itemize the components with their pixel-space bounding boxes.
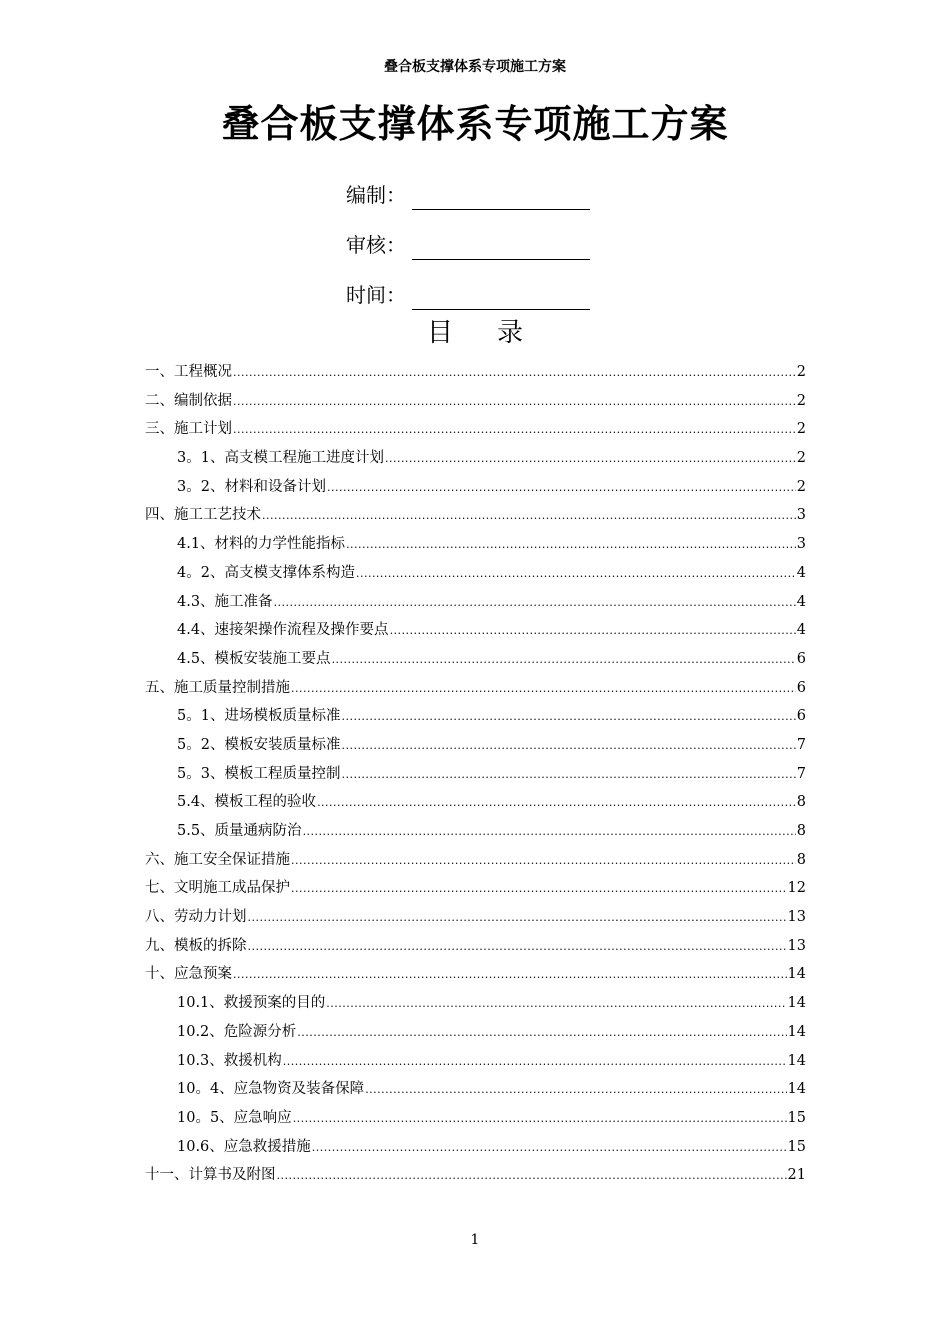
- signature-blank-line: [412, 308, 590, 310]
- toc-entry[interactable]: [145, 387, 806, 416]
- toc-entry-page: 7: [796, 736, 806, 753]
- toc-entry[interactable]: [145, 588, 806, 617]
- toc-dot-leader: [274, 589, 796, 618]
- toc-dot-leader: [277, 1162, 787, 1191]
- toc-entry-text: 4.5、模板安装施工要点: [177, 650, 331, 667]
- toc-entry-text: 六、施工安全保证措施: [145, 851, 290, 868]
- toc-heading: [0, 312, 950, 349]
- toc-dot-leader: [233, 359, 796, 388]
- toc-entry[interactable]: [145, 645, 806, 674]
- toc-entry[interactable]: [145, 674, 806, 703]
- toc-entry-page: 15: [787, 1138, 806, 1155]
- toc-entry[interactable]: [145, 817, 806, 846]
- toc-entry-page: 8: [796, 823, 806, 839]
- table-of-contents: [145, 358, 806, 1190]
- toc-entry-text: 二、编制依据: [145, 392, 232, 409]
- toc-entry-page: 3: [796, 507, 806, 524]
- toc-entry[interactable]: [145, 932, 806, 961]
- toc-entry[interactable]: [145, 1018, 806, 1047]
- toc-entry-text: 4.1、材料的力学性能指标: [177, 536, 346, 553]
- signature-label: 时间：: [346, 283, 406, 307]
- toc-entry-text: 5。3、模板工程质量控制: [177, 765, 341, 782]
- toc-entry-page: 8: [796, 794, 806, 811]
- toc-entry-page: 8: [796, 851, 806, 868]
- toc-entry-text: 四、施工工艺技术: [145, 507, 261, 524]
- toc-entry-text: 4.4、速接架操作流程及操作要点: [177, 622, 389, 639]
- toc-entry[interactable]: [145, 530, 806, 559]
- toc-entry-text: 一、工程概况: [145, 364, 232, 380]
- toc-dot-leader: [248, 933, 787, 962]
- toc-entry-page: 4: [796, 593, 806, 610]
- document-title: 叠合板支撑体系专项施工方案: [221, 102, 729, 146]
- toc-entry-page: 14: [787, 995, 806, 1012]
- signature-label: 审核：: [346, 233, 406, 257]
- toc-dot-leader: [297, 1019, 786, 1048]
- toc-dot-leader: [293, 1105, 787, 1134]
- toc-entry-page: 2: [796, 421, 806, 438]
- toc-dot-leader: [312, 1134, 787, 1163]
- signature-reviewed-by: [346, 230, 606, 260]
- toc-entry-text: 五、施工质量控制措施: [145, 679, 290, 696]
- toc-entry-text: 八、劳动力计划: [145, 909, 247, 926]
- toc-dot-leader: [385, 445, 796, 474]
- toc-heading-char: 目: [426, 318, 453, 348]
- toc-entry-page: 2: [796, 450, 806, 467]
- running-header: 叠合板支撑体系专项施工方案: [384, 59, 566, 75]
- toc-entry-text: 10。4、应急物资及装备保障: [177, 1081, 365, 1098]
- toc-entry[interactable]: [145, 903, 806, 932]
- toc-heading-char: 录: [497, 318, 524, 348]
- toc-entry-page: 4: [796, 564, 806, 581]
- toc-entry-text: 十、应急预案: [145, 966, 232, 983]
- toc-dot-leader: [262, 502, 796, 531]
- toc-dot-leader: [291, 847, 796, 876]
- toc-entry-page: 15: [787, 1109, 806, 1126]
- toc-entry-page: 21: [787, 1167, 806, 1184]
- toc-entry-text: 5.4、模板工程的验收: [177, 794, 317, 811]
- toc-entry-text: 10.1、救援预案的目的: [177, 995, 326, 1012]
- toc-entry-text: 10。5、应急响应: [177, 1109, 292, 1126]
- toc-entry-text: 10.6、应急救援措施: [177, 1138, 311, 1155]
- signature-compiled-by: [346, 180, 606, 210]
- toc-entry-page: 12: [787, 880, 806, 897]
- toc-dot-leader: [341, 732, 795, 761]
- toc-entry-text: 九、模板的拆除: [145, 937, 247, 954]
- toc-dot-leader: [365, 1076, 786, 1105]
- toc-entry[interactable]: [145, 846, 806, 875]
- toc-entry-page: 6: [796, 650, 806, 667]
- toc-dot-leader: [327, 474, 796, 503]
- toc-entry[interactable]: [145, 415, 806, 444]
- toc-dot-leader: [291, 675, 796, 704]
- toc-dot-leader: [233, 388, 796, 417]
- toc-entry-page: 4: [796, 622, 806, 639]
- toc-dot-leader: [346, 531, 796, 560]
- toc-entry[interactable]: [145, 501, 806, 530]
- toc-entry-text: 10.2、危险源分析: [177, 1023, 297, 1040]
- signature-blank-line: [412, 208, 590, 210]
- toc-entry-text: 3。2、材料和设备计划: [177, 478, 326, 495]
- toc-dot-leader: [283, 1048, 787, 1077]
- toc-dot-leader: [291, 875, 787, 904]
- toc-dot-leader: [332, 646, 796, 675]
- toc-entry-page: 13: [787, 937, 806, 954]
- toc-entry[interactable]: [145, 760, 806, 789]
- toc-entry[interactable]: [145, 989, 806, 1018]
- toc-entry[interactable]: [145, 559, 806, 588]
- signature-label: 编制：: [346, 183, 406, 207]
- toc-entry[interactable]: [145, 444, 806, 473]
- toc-entry[interactable]: [145, 1161, 806, 1190]
- toc-entry-text: 4.3、施工准备: [177, 593, 273, 610]
- toc-entry-page: 14: [787, 1023, 806, 1040]
- toc-entry-page: 7: [796, 765, 806, 782]
- toc-entry[interactable]: [145, 702, 806, 731]
- toc-dot-leader: [248, 904, 787, 933]
- toc-entry[interactable]: [145, 1133, 806, 1162]
- toc-entry-page: 2: [796, 392, 806, 409]
- toc-entry-page: 14: [787, 1081, 806, 1098]
- toc-entry-page: 14: [787, 966, 806, 983]
- toc-entry-page: 3: [796, 536, 806, 553]
- toc-entry-page: 6: [796, 708, 806, 725]
- toc-entry[interactable]: [145, 1047, 806, 1076]
- toc-entry-text: 七、文明施工成品保护: [145, 880, 290, 897]
- toc-entry-text: 5。1、进场模板质量标准: [177, 708, 341, 725]
- page-number: 1: [470, 1232, 480, 1248]
- toc-entry[interactable]: [145, 960, 806, 989]
- toc-dot-leader: [326, 990, 786, 1019]
- signature-date: [346, 280, 606, 310]
- toc-entry[interactable]: [145, 731, 806, 760]
- toc-dot-leader: [233, 961, 787, 990]
- toc-entry-page: 13: [787, 909, 806, 926]
- toc-entry[interactable]: [145, 1075, 806, 1104]
- toc-dot-leader: [317, 789, 796, 818]
- toc-dot-leader: [303, 818, 796, 847]
- toc-entry-text: 十一、计算书及附图: [145, 1167, 276, 1184]
- toc-entry-text: 3。1、高支模工程施工进度计划: [177, 450, 384, 467]
- toc-entry-text: 5。2、模板安装质量标准: [177, 736, 341, 753]
- toc-dot-leader: [341, 761, 795, 790]
- toc-dot-leader: [390, 617, 796, 646]
- toc-entry-text: 4。2、高支模支撑体系构造: [177, 564, 355, 581]
- toc-dot-leader: [356, 560, 796, 589]
- toc-dot-leader: [341, 703, 795, 732]
- toc-entry-page: 2: [796, 478, 806, 495]
- toc-entry-text: 三、施工计划: [145, 421, 232, 438]
- toc-entry-page: 6: [796, 679, 806, 696]
- toc-entry[interactable]: [145, 616, 806, 645]
- signature-blank-line: [412, 258, 590, 260]
- toc-entry[interactable]: [145, 874, 806, 903]
- toc-entry[interactable]: [145, 473, 806, 502]
- toc-entry-text: 5.5、质量通病防治: [177, 823, 302, 839]
- toc-entry[interactable]: [145, 1104, 806, 1133]
- toc-dot-leader: [233, 416, 796, 445]
- toc-entry[interactable]: [145, 358, 806, 387]
- toc-entry[interactable]: [145, 788, 806, 817]
- toc-entry-text: 10.3、救援机构: [177, 1052, 282, 1069]
- toc-entry-page: 2: [796, 364, 806, 380]
- toc-entry-page: 14: [787, 1052, 806, 1069]
